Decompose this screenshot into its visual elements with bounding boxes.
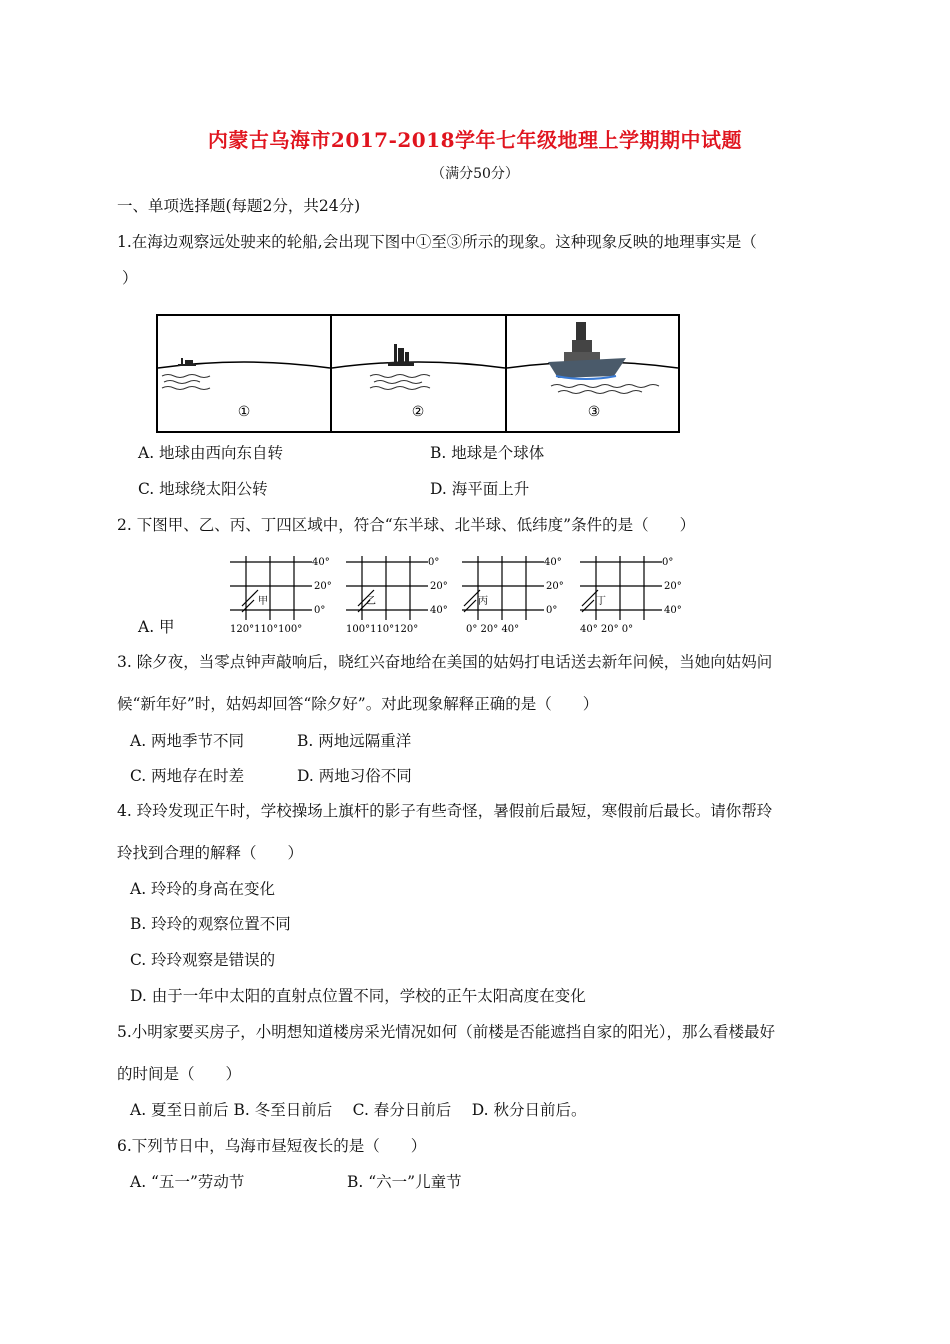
region-label: 丁	[596, 596, 606, 607]
q5-stem-line1: 5.小明家要买房子，小明想知道楼房采光情况如何（前楼是否能遮挡自家的阳光），那么看楼最好	[117, 1023, 776, 1041]
lat-lon-grid-figure	[228, 554, 688, 636]
grid-yi	[346, 556, 448, 635]
panel-label: ①	[237, 404, 251, 420]
svg-text:20°: 20°	[314, 581, 332, 592]
svg-text:40°: 40°	[544, 557, 562, 568]
score-note: （满分50分）	[431, 166, 519, 182]
region-label: 丙	[478, 596, 488, 607]
svg-text:20°: 20°	[664, 581, 682, 592]
q3-option-b: B. 两地远隔重洋	[297, 732, 412, 750]
region-label: 甲	[258, 596, 268, 607]
q2-option-a: A. 甲	[138, 618, 175, 636]
q5-options: A. 夏至日前后 B. 冬至日前后 C. 春分日前后 D. 秋分日前后。	[130, 1101, 587, 1119]
q1-option-b: B. 地球是个球体	[430, 444, 545, 462]
section-heading: 一、单项选择题(每题2分，共24分)	[117, 197, 361, 215]
q6-stem: 6.下列节日中，乌海市昼短夜长的是（ ）	[117, 1137, 427, 1155]
svg-text:0° 20° 40°: 0° 20° 40°	[466, 624, 520, 635]
grid-jia	[230, 556, 332, 635]
q3-option-d: D. 两地习俗不同	[297, 767, 412, 785]
q1-option-d: D. 海平面上升	[430, 480, 530, 498]
q1-stem-line2: ）	[122, 269, 138, 287]
ship-horizon-figure	[156, 314, 680, 434]
svg-text:40°: 40°	[312, 557, 330, 568]
q4-option-a: A. 玲玲的身高在变化	[130, 880, 276, 898]
svg-text:40° 20° 0°: 40° 20° 0°	[580, 624, 634, 635]
q4-option-c: C. 玲玲观察是错误的	[130, 951, 276, 969]
grid-bing	[462, 556, 564, 635]
q1-option-c: C. 地球绕太阳公转	[138, 480, 268, 498]
svg-text:100°110°120°: 100°110°120°	[346, 624, 419, 635]
q4-option-b: B. 玲玲的观察位置不同	[130, 915, 291, 933]
svg-text:20°: 20°	[430, 581, 448, 592]
q3-option-c: C. 两地存在时差	[130, 767, 245, 785]
grid-ding	[580, 556, 682, 635]
q4-option-d: D. 由于一年中太阳的直射点位置不同，学校的正午太阳高度在变化	[130, 987, 586, 1005]
horizon-curve	[332, 362, 505, 368]
svg-text:0°: 0°	[662, 557, 674, 568]
ship-icon	[388, 344, 414, 366]
q1-stem-line1: 1.在海边观察远处驶来的轮船,会出现下图中①至③所示的现象。这种现象反映的地理事实是（	[117, 233, 757, 251]
q5-stem-line2: 的时间是（ ）	[117, 1065, 242, 1083]
svg-text:120°110°100°: 120°110°100°	[230, 624, 303, 635]
q6-option-b: B. “六一”儿童节	[347, 1173, 462, 1191]
q4-stem-line2: 玲找到合理的解释（ ）	[117, 844, 304, 862]
svg-text:20°: 20°	[546, 581, 564, 592]
q2-stem: 2. 下图甲、乙、丙、丁四区域中，符合“东半球、北半球、低纬度”条件的是（ ）	[117, 516, 696, 534]
q6-option-a: A. “五一”劳动节	[130, 1173, 245, 1191]
q4-stem-line1: 4. 玲玲发现正午时，学校操场上旗杆的影子有些奇怪，暑假前后最短，寒假前后最长。请你帮玲	[117, 802, 773, 820]
q3-option-a: A. 两地季节不同	[130, 732, 245, 750]
q3-stem-line1: 3. 除夕夜，当零点钟声敲响后，晓红兴奋地给在美国的姑妈打电话送去新年问候，当她向姑妈问	[117, 653, 773, 671]
q3-stem-line2: 候“新年好”时，姑妈却回答“除夕好”。对此现象解释正确的是（ ）	[117, 695, 599, 713]
q1-option-a: A. 地球由西向东自转	[138, 444, 284, 462]
svg-text:40°: 40°	[430, 605, 448, 616]
ship-icon	[548, 322, 626, 379]
waves	[162, 375, 659, 394]
svg-text:40°: 40°	[664, 605, 682, 616]
panel-label: ③	[587, 404, 601, 420]
svg-text:0°: 0°	[546, 605, 558, 616]
svg-text:0°: 0°	[314, 605, 326, 616]
ship-icon	[178, 358, 196, 366]
svg-text:0°: 0°	[428, 557, 440, 568]
page-title: 内蒙古乌海市2017-2018学年七年级地理上学期期中试题	[207, 128, 743, 152]
panel-label: ②	[411, 404, 425, 420]
region-label: 乙	[366, 596, 376, 607]
